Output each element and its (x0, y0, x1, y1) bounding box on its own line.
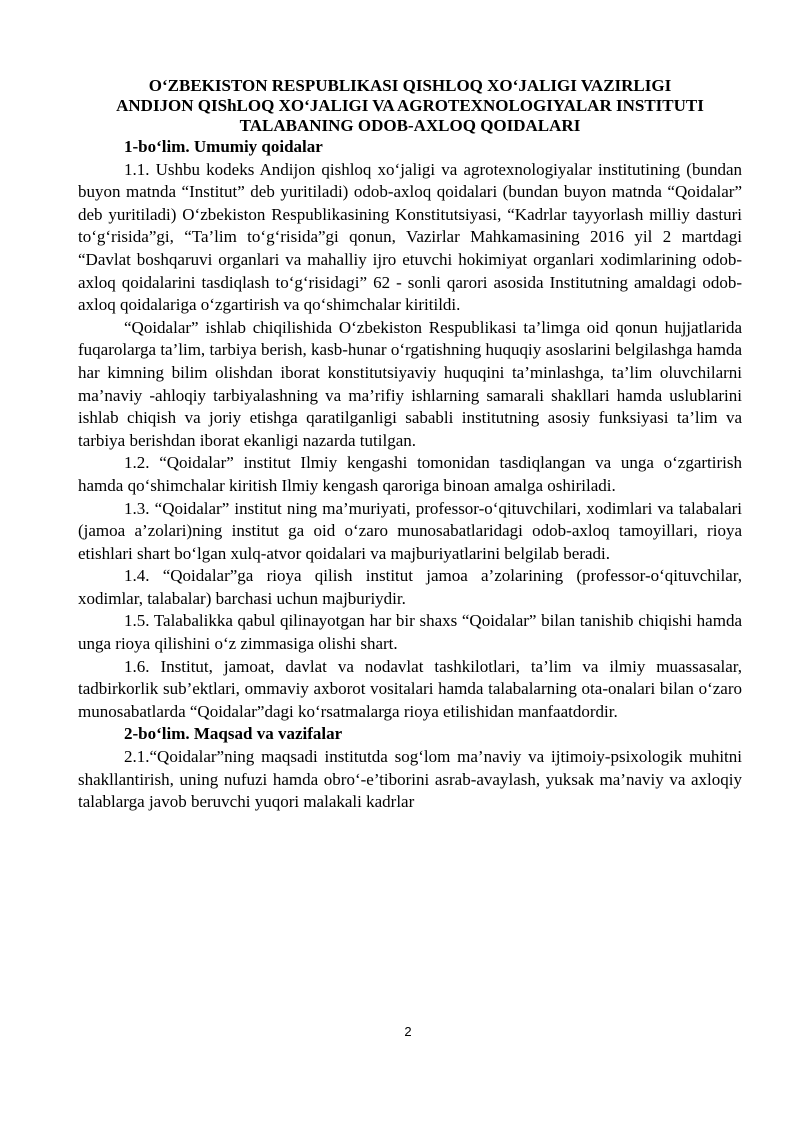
document-page (78, 76, 742, 814)
section-1-title: 1-bo‘lim. Umumiy qoidalar (124, 137, 323, 156)
paragraph-1-6: 1.6. Institut, jamoat, davlat va nodavlat tashkilotlari, ta’lim va ilmiy muassasalar, tadbirkorlik sub’ektlari, ommaviy axborot vositalari hamda talabalarning ota-onalari bilan o‘zaro munosabatlarda “Qoidalar”dagi ko‘rsatmalarga rioya etilishidan manfaatdordir. (78, 656, 742, 721)
document-header (78, 76, 742, 136)
paragraph-1-1-cont: “Qoidalar” ishlab chiqilishida O‘zbekiston Respublikasi ta’limga oid qonun hujjatlarida fuqarolarga ta’lim, tarbiya berish, kasb-hunar o‘rgatishning huquqiy asoslarini belgilashga hamda har kimning bilim olishdan iborat konstitutsiyaviy huquqini ta’minlashga, ta’lim oluvchilarni ma’naviy -ahloqiy tarbiyalashning va ma’rifiy ishlarning samarali shakllari hamda uslublarini ishlab chiqish va joriy etishga qaratilganligi sababli institutning asosiy funksiyasi ta’lim va tarbiya berishdan iborat ekanligi nazarda tutilgan. (78, 317, 742, 450)
paragraph-1-4: 1.4. “Qoidalar”ga rioya qilish institut jamoa a’zolarining (professor-o‘qituvchilar, xodimlar, talabalar) barchasi uchun majburiydir. (78, 566, 742, 608)
paragraph-2-1: 2.1.“Qoidalar”ning maqsadi institutda sog‘lom ma’naviy va ijtimoiy-psixologik muhitni shakllantirish, uning nufuzi hamda obro‘-e’tiborini asrab-avaylash, yuksak ma’naviy va axloqiy talablarga javob beruvchi yuqori malakali kadrlar (78, 747, 742, 812)
section-2-title: 2-bo‘lim. Maqsad va vazifalar (124, 724, 343, 744)
paragraph-1-2: 1.2. “Qoidalar” institut Ilmiy kengashi tomonidan tasdiqlangan va unga o‘zgartirish hamda qo‘shimchalar kiritish Ilmiy kengash qaroriga binoan amalga oshiriladi. (78, 453, 742, 495)
paragraph-1-5: 1.5. Talabalikka qabul qilinayotgan har bir shaxs “Qoidalar” bilan tanishib chiqishi hamda unga rioya qilishini o‘z zimmasiga olishi shart. (78, 611, 742, 654)
paragraph-1-1: 1.1. Ushbu kodeks Andijon qishloq xo‘jaligi va agrotexnologiyalar institutining (bundan buyon matnda “Institut” deb yuritiladi) odob-axloq qoidalari (bundan buyon matnda “Qoidalar” deb yuritiladi) O‘zbekiston Respublikasining Konstitutsiyasi, “Kadrlar tayyorlash milliy dasturi to‘g‘risida”gi, “Ta’lim to‘g‘risida”gi qonun, Vazirlar Mahkamasining 2016 yil 2 martdagi “Davlat boshqaruvi organlari va mahalliy ijro etuvchi hokimiyat organlari xodimlarining odob-axloq qoidalarini tasdiqlash to‘g‘risidagi” 62 - sonli qarori asosida Institutning amaldagi odob-axloq qoidalariga o‘zgartirish va qo‘shimchalar kiritildi. (78, 159, 742, 315)
page-number: 2 (404, 1024, 412, 1039)
header-title: TALABANING ODOB-AXLOQ QOIDALARI (239, 116, 581, 135)
paragraph-1-3: 1.3. “Qoidalar” institut ning ma’muriyati, professor-o‘qituvchilari, xodimlari va talabalari (jamoa a’zolari)ning institut ga oid o‘zaro munosabatlaridagi odob-axloq tamoyillari, rioya etishlari shart bo‘lgan xulq-atvor qoidalari va majburiyatlarini belgilab beradi. (78, 498, 742, 563)
header-institute: ANDIJON QIShLOQ XO‘JALIGI VA AGROTEXNOLOGIYALAR INSTITUTI (116, 96, 704, 115)
header-ministry: O‘ZBEKISTON RESPUBLIKASI QISHLOQ XO‘JALIGI VAZIRLIGI (148, 76, 672, 95)
